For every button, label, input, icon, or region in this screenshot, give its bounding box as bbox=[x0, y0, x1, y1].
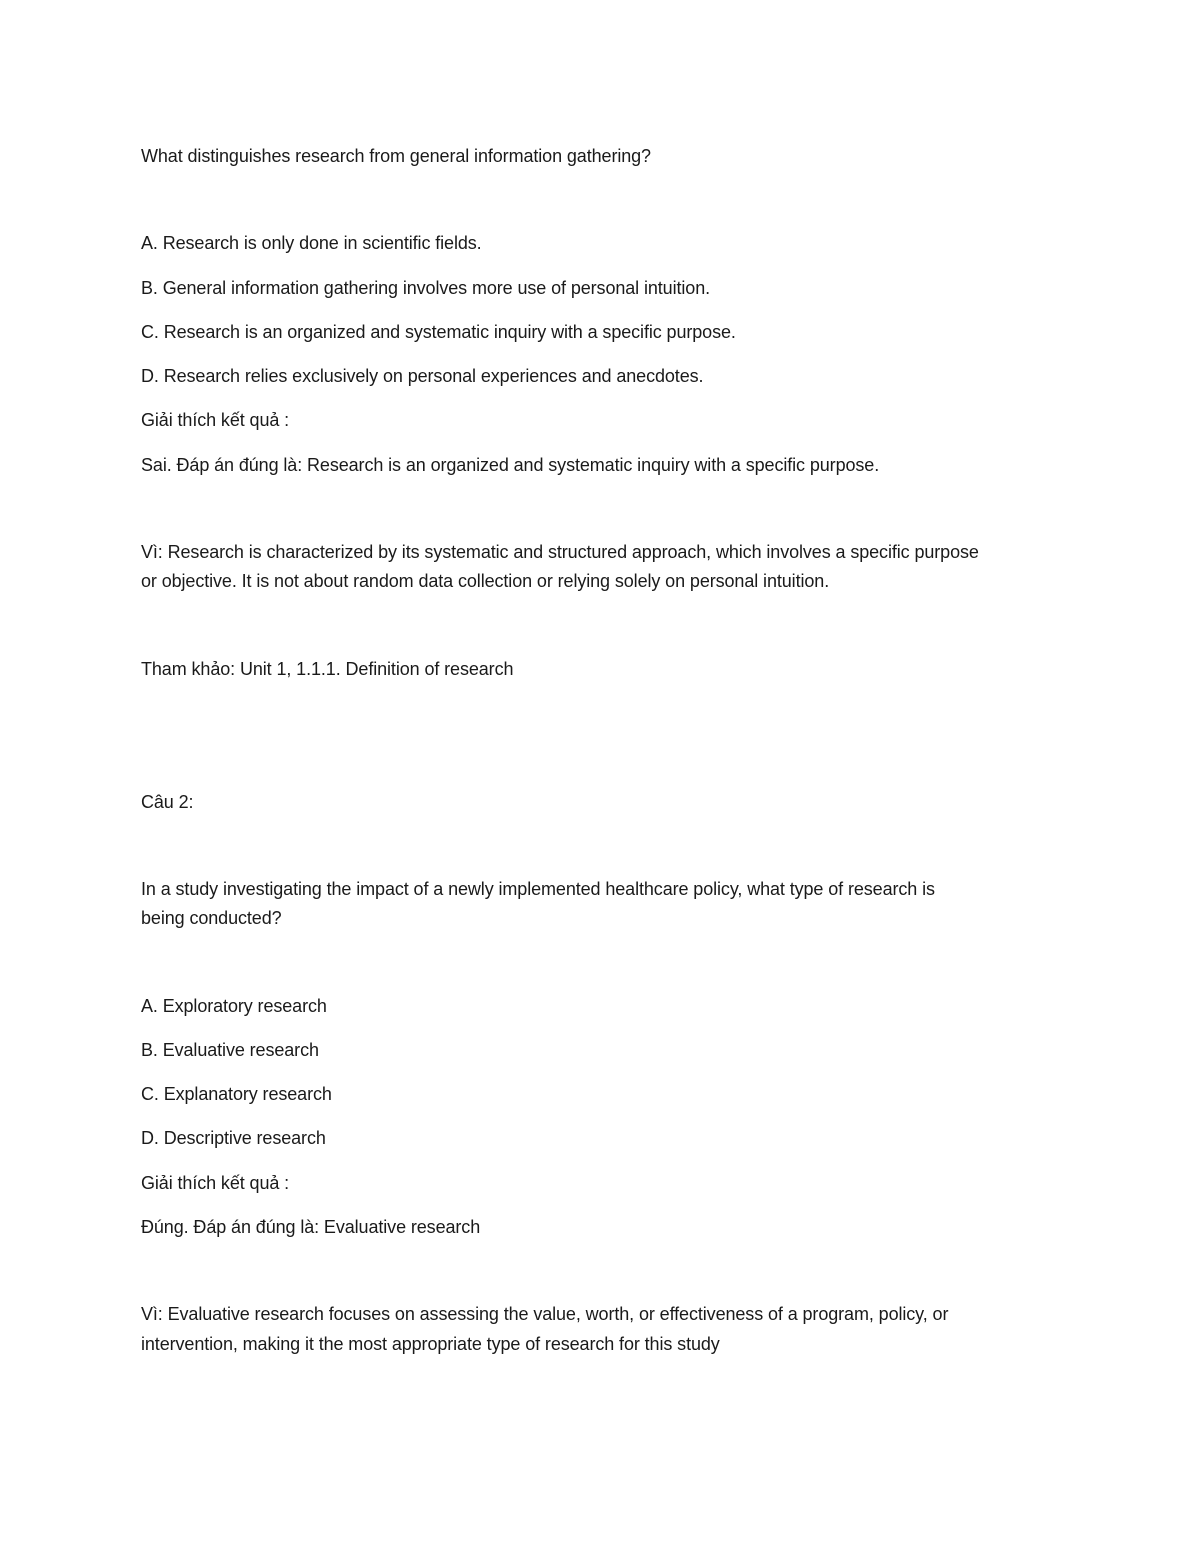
question-2-option-b: B. Evaluative research bbox=[141, 1040, 319, 1060]
question-2-text-line-1: In a study investigating the impact of a newly implemented healthcare policy, what type of research is bbox=[141, 879, 935, 899]
question-1-option-d: D. Research relies exclusively on personal experiences and anecdotes. bbox=[141, 366, 704, 386]
question-2-label: Câu 2: bbox=[141, 792, 194, 812]
question-2-reason-line-1: Vì: Evaluative research focuses on assessing the value, worth, or effectiveness of a program, policy, or bbox=[141, 1304, 949, 1324]
question-1-option-b: B. General information gathering involves more use of personal intuition. bbox=[141, 278, 711, 298]
question-1-explanation-heading: Giải thích kết quả : bbox=[141, 410, 290, 430]
question-1-result: Sai. Đáp án đúng là: Research is an organized and systematic inquiry with a specific purpose. bbox=[141, 455, 880, 475]
question-1-reason-line-2: or objective. It is not about random data collection or relying solely on personal intuition. bbox=[141, 571, 830, 591]
question-2-explanation-heading: Giải thích kết quả : bbox=[141, 1173, 290, 1193]
question-2-option-c: C. Explanatory research bbox=[141, 1084, 332, 1104]
question-1-reason-line-1: Vì: Research is characterized by its systematic and structured approach, which involves a specific purpose bbox=[141, 542, 979, 562]
question-1-option-c: C. Research is an organized and systematic inquiry with a specific purpose. bbox=[141, 322, 736, 342]
question-2-reason-line-2: intervention, making it the most appropriate type of research for this study bbox=[141, 1334, 720, 1354]
question-2-option-d: D. Descriptive research bbox=[141, 1128, 326, 1148]
question-2-option-a: A. Exploratory research bbox=[141, 996, 327, 1016]
question-1-option-a: A. Research is only done in scientific fields. bbox=[141, 233, 482, 253]
question-2-result: Đúng. Đáp án đúng là: Evaluative research bbox=[141, 1217, 481, 1237]
question-1-reference: Tham khảo: Unit 1, 1.1.1. Definition of research bbox=[141, 659, 514, 679]
question-1-text: What distinguishes research from general information gathering? bbox=[141, 146, 651, 166]
question-2-text-line-2: being conducted? bbox=[141, 908, 282, 928]
